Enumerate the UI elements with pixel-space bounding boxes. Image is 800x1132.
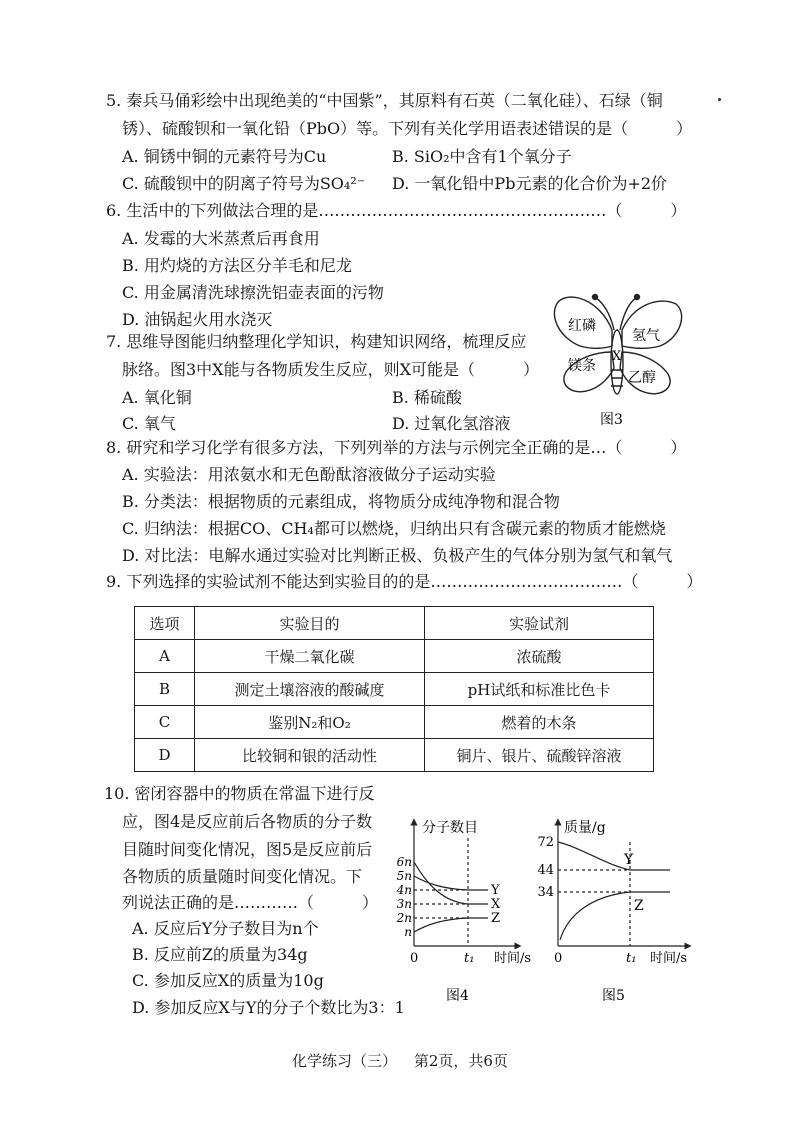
fig4-series-label-z: Z	[491, 911, 501, 926]
q9-stem: 9. 下列选择的实验试剂不能达到实验目的的是………………………………（ ）	[106, 572, 703, 591]
fig5-origin: 0	[554, 951, 563, 966]
fig4-ytick-4n: 4n	[396, 883, 412, 897]
q7-stem-line2: 脉络。图3中X能与各物质发生反应，则X可能是（ ）	[122, 360, 539, 379]
table-cell: 比较铜和银的活动性	[195, 739, 425, 772]
q10-option-c: C. 参加反应X的质量为10g	[132, 971, 324, 990]
table-header: 选项	[135, 607, 195, 640]
q6-option-c: C. 用金属清洗球擦洗铝壶表面的污物	[122, 283, 384, 302]
fig4-ytick-n: n	[404, 925, 412, 939]
fig5-x-label: 时间/s	[650, 951, 688, 966]
q10-option-a: A. 反应后Y分子数目为n个	[132, 919, 319, 938]
q7-option-b: B. 稀硫酸	[392, 388, 462, 407]
stray-mark	[718, 98, 721, 101]
footer-page-number: 第2页，共6页	[413, 1052, 508, 1070]
fig5-t1-label: t₁	[626, 951, 637, 966]
q8-option-c: C. 归纳法：根据CO、CH₄都可以燃烧，归纳出只有含碳元素的物质才能燃烧	[122, 519, 666, 538]
q9-table	[134, 606, 654, 772]
fig4-y-label: 分子数目	[422, 820, 478, 836]
q5-option-c: C. 硫酸钡中的阴离子符号为SO₄²⁻	[122, 174, 366, 193]
q10-stem-line4: 各物质的质量随时间变化情况。下	[122, 867, 363, 886]
fig4-ytick-5n: 5n	[396, 869, 412, 883]
fig4-caption: 图4	[446, 988, 469, 1004]
q6-option-a: A. 发霉的大米蒸煮后再食用	[122, 229, 320, 248]
body-label-x: X	[612, 349, 622, 364]
fig4-t1-label: t₁	[464, 951, 475, 966]
table-cell: D	[135, 739, 195, 772]
q7-option-c: C. 氧气	[122, 414, 176, 433]
fig4-x-label: 时间/s	[494, 951, 532, 966]
q8-stem: 8. 研究和学习化学有很多方法，下列列举的方法与示例完全正确的是…（ ）	[106, 438, 687, 457]
fig5-curve-y	[558, 842, 670, 870]
wing-label-hydrogen: 氢气	[632, 328, 660, 344]
fig4-curve-x	[414, 862, 488, 904]
page-footer	[0, 1050, 800, 1071]
fig4-origin: 0	[410, 951, 419, 966]
table-cell: B	[135, 673, 195, 706]
q8-option-d: D. 对比法：电解水通过实验对比判断正极、负极产生的气体分别为氢气和氧气	[122, 546, 673, 565]
q5-stem-line2: 锈）、硫酸钡和一氧化铅（PbO）等。下列有关化学用语表述错误的是（ ）	[122, 119, 693, 138]
table-cell: pH试纸和标准比色卡	[425, 673, 654, 706]
fig4-ytick-2n: 2n	[396, 911, 412, 925]
table-cell: 鉴别N₂和O₂	[195, 706, 425, 739]
q10-stem-line3: 目随时间变化情况，图5是反应前后	[122, 840, 373, 859]
fig5-curve-z	[560, 892, 670, 940]
q10-stem-line5: 列说法正确的是…………（ ）	[122, 893, 379, 912]
q7-option-a: A. 氧化铜	[122, 388, 192, 407]
q7-stem-line1: 7. 思维导图能归纳整理化学知识，构建知识网络，梳理反应	[106, 332, 527, 351]
q5-option-d: D. 一氧化铅中Pb元素的化合价为+2价	[392, 174, 668, 193]
fig5-caption: 图5	[602, 988, 625, 1004]
fig5-y-label: 质量/g	[564, 820, 606, 836]
fig5-series-label-z: Z	[634, 898, 644, 914]
q8-option-b: B. 分类法：根据物质的元素组成，将物质分成纯净物和混合物	[122, 492, 560, 511]
q5-option-b: B. SiO₂中含有1个氧分子	[392, 147, 572, 166]
q5-option-a: A. 铜锈中铜的元素符号为Cu	[122, 147, 327, 166]
q6-option-b: B. 用灼烧的方法区分羊毛和尼龙	[122, 256, 352, 275]
table-cell: A	[135, 640, 195, 673]
wing-label-ethanol: 乙醇	[628, 370, 656, 386]
table-cell: C	[135, 706, 195, 739]
q10-option-d: D. 参加反应X与Y的分子个数比为3：1	[132, 998, 405, 1017]
q6-option-d: D. 油锅起火用水浇灭	[122, 310, 273, 329]
fig4-series-label-x: X	[491, 897, 501, 912]
table-cell: 铜片、银片、硫酸锌溶液	[425, 739, 654, 772]
table-cell: 干燥二氧化碳	[195, 640, 425, 673]
table-header-row	[135, 607, 654, 640]
footer-subject: 化学练习（三）	[292, 1052, 398, 1070]
q6-stem: 6. 生活中的下列做法合理的是………………………………………………（ ）	[106, 201, 687, 220]
q7-option-d: D. 过氧化氢溶液	[392, 414, 511, 433]
table-cell: 测定土壤溶液的酸碱度	[195, 673, 425, 706]
fig5-ytick-72: 72	[537, 835, 554, 850]
table-row	[135, 673, 654, 706]
q10-option-b: B. 反应前Z的质量为34g	[132, 945, 308, 964]
table-row	[135, 640, 654, 673]
table-cell: 浓硫酸	[425, 640, 654, 673]
q5-stem-line1: 5. 秦兵马俑彩绘中出现绝美的“中国紫”，其原料有石英（二氧化硅）、石绿（铜	[106, 91, 663, 110]
figure-4-molecule-count	[394, 818, 532, 1008]
q10-stem-line1: 10. 密闭容器中的物质在常温下进行反	[104, 784, 375, 803]
antenna-left	[596, 298, 614, 330]
table-row	[135, 739, 654, 772]
table-row	[135, 706, 654, 739]
figure-3-butterfly	[550, 290, 690, 430]
table-header: 实验目的	[195, 607, 425, 640]
figure-3-caption: 图3	[600, 412, 623, 428]
q10-stem-line2: 应，图4是反应前后各物质的分子数	[122, 812, 373, 831]
fig5-series-label-y: Y	[624, 852, 634, 868]
fig5-ytick-44: 44	[537, 863, 554, 878]
fig4-curve-z	[414, 918, 488, 932]
fig5-ytick-34: 34	[537, 885, 554, 900]
q8-option-a: A. 实验法：用浓氨水和无色酚酞溶液做分子运动实验	[122, 465, 496, 484]
figure-5-mass	[538, 818, 698, 1008]
wing-label-magnesium: 镁条	[568, 358, 596, 374]
fig4-ytick-6n: 6n	[396, 855, 412, 869]
fig4-series-label-y: Y	[491, 883, 500, 898]
fig4-ytick-3n: 3n	[396, 897, 412, 911]
table-cell: 燃着的木条	[425, 706, 654, 739]
wing-label-red-phosphorus: 红磷	[568, 318, 596, 334]
table-header: 实验试剂	[425, 607, 654, 640]
